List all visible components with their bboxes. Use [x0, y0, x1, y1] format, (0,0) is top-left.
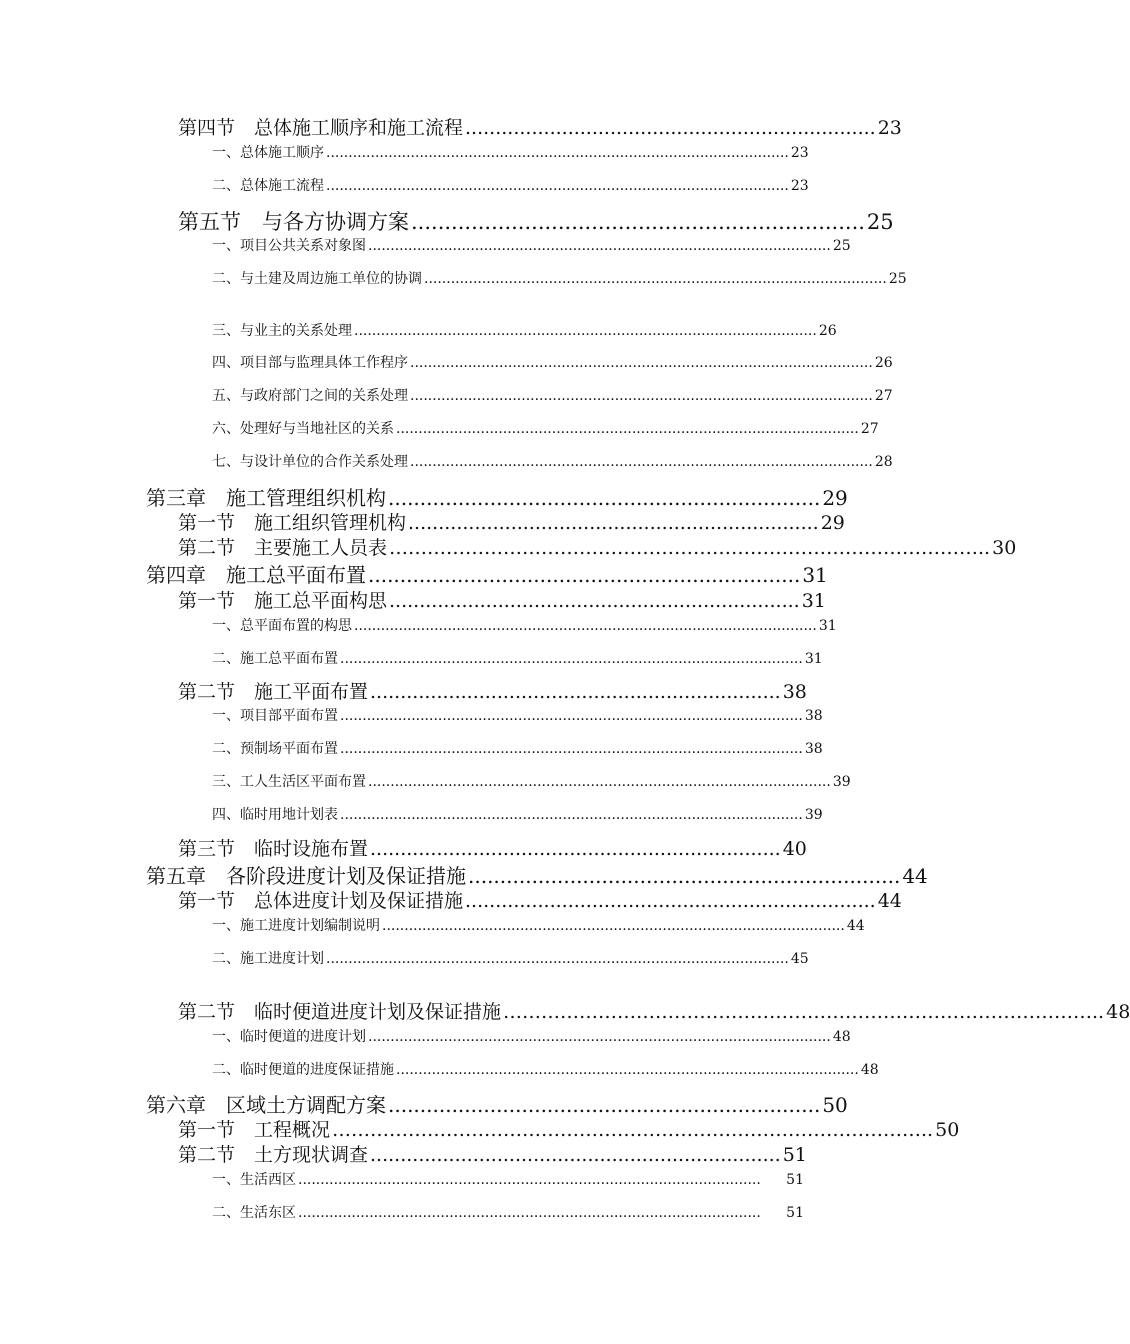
toc-entry-label: 第一节 施工组织管理机构: [178, 512, 407, 534]
toc-entry-leader: ....................................................................: [388, 1093, 821, 1117]
toc-entry-page: 51: [786, 1205, 804, 1221]
toc-entry-label: 第二节 临时便道进度计划及保证措施: [178, 1001, 502, 1023]
toc-entry-label: 三、与业主的关系处理: [212, 323, 352, 339]
toc-entry-item[interactable]: [212, 353, 893, 373]
toc-entry-page: 44: [877, 890, 902, 912]
toc-entry-leader: …………………………………………………………………………………..: [503, 1001, 1105, 1023]
toc-entry-label: 第一节 总体进度计划及保证措施: [178, 890, 464, 912]
toc-entry-leader: ....................................................................: [408, 512, 819, 534]
toc-entry-leader: ....................................................................: [370, 681, 781, 703]
toc-entry-page: 23: [790, 178, 809, 194]
toc-entry-leader: ....................................................................: [465, 117, 876, 139]
toc-entry-page: 39: [804, 807, 823, 823]
toc-entry-item[interactable]: [212, 649, 823, 669]
toc-entry-label: 二、施工总平面布置: [212, 651, 338, 667]
toc-entry-section[interactable]: [178, 680, 807, 705]
toc-entry-page: 39: [832, 774, 851, 790]
toc-entry-leader: ....................................................................: [388, 486, 821, 510]
toc-entry-page: 51: [786, 1172, 804, 1188]
toc-entry-page: 31: [818, 618, 837, 634]
toc-entry-leader: ........................................................................................................: [382, 918, 845, 934]
toc-entry-label: 第一节 施工总平面构思: [178, 590, 388, 612]
toc-entry-page: 31: [802, 563, 828, 587]
toc-entry-leader: ........................................................................................................: [410, 388, 873, 404]
toc-entry-leader: ........................................................................................................: [340, 741, 803, 757]
toc-entry-page: 27: [860, 421, 879, 437]
toc-entry-page: 38: [782, 681, 807, 703]
toc-entry-item[interactable]: [212, 176, 809, 196]
toc-entry-label: 第四章 施工总平面布置: [146, 563, 366, 587]
toc-entry-leader: ........................................................................................................: [396, 421, 859, 437]
toc-entry-label: 二、临时便道的进度保证措施: [212, 1062, 394, 1078]
toc-entry-page: 51: [782, 1144, 807, 1166]
toc-entry-leader: ....................................................................: [389, 590, 800, 612]
toc-entry-page: 26: [874, 355, 893, 371]
toc-entry-label: 一、项目公共关系对象图: [212, 238, 366, 254]
toc-entry-label: 一、项目部平面布置: [212, 708, 338, 724]
toc-entry-chapter[interactable]: [146, 1092, 848, 1118]
toc-entry-section[interactable]: [178, 116, 902, 141]
toc-entry-label: 三、工人生活区平面布置: [212, 774, 366, 790]
toc-entry-label: 第二节 主要施工人员表: [178, 537, 388, 559]
toc-entry-page: 48: [860, 1062, 879, 1078]
toc-entry-label: 四、项目部与监理具体工作程序: [212, 355, 408, 371]
toc-entry-label: 第三章 施工管理组织机构: [146, 486, 386, 510]
toc-entry-item[interactable]: [212, 616, 837, 636]
toc-entry-label: 一、总体施工顺序: [212, 145, 324, 161]
toc-entry-label: 二、施工进度计划: [212, 951, 324, 967]
toc-entry-page: 40: [782, 838, 807, 860]
toc-entry-item[interactable]: [212, 1170, 804, 1190]
toc-entry-page: 48: [1106, 1001, 1130, 1023]
toc-entry-leader: ........................................................................................................: [368, 238, 831, 254]
toc-entry-item[interactable]: [212, 706, 823, 726]
toc-entry-label: 二、预制场平面布置: [212, 741, 338, 757]
toc-entry-leader: ........................................................................................................: [354, 323, 817, 339]
toc-entry-label: 第二节 施工平面布置: [178, 681, 369, 703]
toc-entry-page: 44: [846, 918, 865, 934]
toc-entry-leader: …………………………………………………………………………………..: [332, 1119, 934, 1141]
toc-entry-section[interactable]: [178, 1143, 807, 1168]
toc-entry-section[interactable]: [178, 1118, 960, 1143]
toc-entry-page: 44: [902, 864, 928, 888]
toc-entry-leader: ........................................................................................................: [298, 1205, 761, 1221]
toc-entry-page: 29: [822, 486, 848, 510]
toc-entry-page: 31: [801, 590, 826, 612]
toc-entry-leader: ....................................................................: [370, 1144, 781, 1166]
toc-entry-item[interactable]: [212, 236, 851, 256]
toc-entry-leader: ........................................................................................................: [424, 271, 887, 287]
toc-entry-label: 第一节 工程概况: [178, 1119, 331, 1141]
toc-entry-item[interactable]: [212, 1027, 851, 1047]
toc-entry-section[interactable]: [178, 589, 826, 614]
toc-entry-label: 一、施工进度计划编制说明: [212, 918, 380, 934]
toc-entry-page: 25: [832, 238, 851, 254]
toc-entry-label: 二、总体施工流程: [212, 178, 324, 194]
toc-entry-page: 30: [992, 537, 1017, 559]
toc-entry-leader: ........................................................................................................: [410, 454, 873, 470]
toc-entry-leader: ....................................................................: [468, 864, 901, 888]
toc-entry-item[interactable]: [212, 321, 837, 341]
toc-entry-section[interactable]: [178, 511, 845, 536]
toc-entry-label: 二、与土建及周边施工单位的协调: [212, 271, 422, 287]
toc-entry-leader: ........................................................................................................: [368, 774, 831, 790]
toc-entry-section[interactable]: [178, 837, 807, 862]
toc-entry-section[interactable]: [178, 1000, 1130, 1025]
toc-entry-item[interactable]: [212, 805, 823, 825]
toc-entry-page: 23: [790, 145, 809, 161]
toc-entry-chapter[interactable]: [146, 562, 828, 588]
toc-entry-leader: ....................................................................: [411, 210, 865, 234]
toc-entry-label: 第二节 土方现状调查: [178, 1144, 369, 1166]
toc-entry-page: 31: [804, 651, 823, 667]
toc-entry-page: 50: [822, 1093, 848, 1117]
toc-entry-page: 26: [818, 323, 837, 339]
toc-entry-label: 七、与设计单位的合作关系处理: [212, 454, 408, 470]
toc-entry-label: 二、生活东区: [212, 1205, 296, 1221]
toc-entry-item[interactable]: [212, 1060, 879, 1080]
toc-entry-label: 第五节 与各方协调方案: [178, 210, 409, 234]
toc-entry-leader: ........................................................................................................: [326, 145, 789, 161]
toc-entry-label: 第五章 各阶段进度计划及保证措施: [146, 864, 466, 888]
toc-entry-section[interactable]: [178, 536, 1017, 561]
toc-entry-section[interactable]: [178, 889, 902, 914]
toc-entry-page: 25: [866, 210, 894, 234]
toc-entry-section[interactable]: [178, 208, 894, 236]
toc-entry-item[interactable]: [212, 949, 809, 969]
toc-entry-leader: ........................................................................................................: [340, 651, 803, 667]
toc-entry-label: 六、处理好与当地社区的关系: [212, 421, 394, 437]
toc-entry-chapter[interactable]: [146, 485, 848, 511]
toc-entry-leader: ........................................................................................................: [410, 355, 873, 371]
toc-entry-page: 38: [804, 708, 823, 724]
toc-entry-page: 23: [877, 117, 902, 139]
toc-entry-leader: ....................................................................: [370, 838, 781, 860]
toc-entry-page: 27: [874, 388, 893, 404]
toc-entry-page: 28: [874, 454, 893, 470]
toc-entry-page: 45: [790, 951, 809, 967]
toc-entry-leader: ....................................................................: [465, 890, 876, 912]
toc-entry-leader: ....................................................................: [368, 563, 801, 587]
toc-entry-label: 五、与政府部门之间的关系处理: [212, 388, 408, 404]
toc-entry-label: 第四节 总体施工顺序和施工流程: [178, 117, 464, 139]
toc-entry-item[interactable]: [212, 739, 823, 759]
toc-entry-item[interactable]: [212, 772, 851, 792]
toc-entry-label: 四、临时用地计划表: [212, 807, 338, 823]
toc-entry-item[interactable]: [212, 419, 879, 439]
toc-entry-label: 一、总平面布置的构思: [212, 618, 352, 634]
toc-entry-page: 25: [888, 271, 907, 287]
toc-entry-leader: ........................................................................................................: [340, 708, 803, 724]
toc-entry-leader: ........................................................................................................: [368, 1029, 831, 1045]
toc-entry-label: 一、临时便道的进度计划: [212, 1029, 366, 1045]
toc-entry-label: 一、生活西区: [212, 1172, 296, 1188]
toc-entry-page: 38: [804, 741, 823, 757]
toc-entry-leader: ........................................................................................................: [396, 1062, 859, 1078]
toc-entry-leader: ........................................................................................................: [326, 178, 789, 194]
toc-entry-leader: ........................................................................................................: [326, 951, 789, 967]
toc-entry-page: 29: [820, 512, 845, 534]
toc-entry-item[interactable]: [212, 1203, 804, 1223]
toc-entry-item[interactable]: [212, 452, 893, 472]
toc-entry-item[interactable]: [212, 386, 893, 406]
toc-entry-leader: ........................................................................................................: [340, 807, 803, 823]
toc-entry-page: 48: [832, 1029, 851, 1045]
toc-entry-leader: ........................................................................................................: [298, 1172, 761, 1188]
toc-entry-leader: …………………………………………………………………………………..: [389, 537, 991, 559]
toc-entry-item[interactable]: [212, 916, 865, 936]
toc-entry-page: 50: [935, 1119, 960, 1141]
toc-entry-item[interactable]: [212, 143, 809, 163]
toc-entry-label: 第三节 临时设施布置: [178, 838, 369, 860]
toc-entry-label: 第六章 区域土方调配方案: [146, 1093, 386, 1117]
toc-entry-leader: ........................................................................................................: [354, 618, 817, 634]
toc-entry-chapter[interactable]: [146, 863, 928, 889]
toc-entry-item[interactable]: [212, 269, 907, 289]
